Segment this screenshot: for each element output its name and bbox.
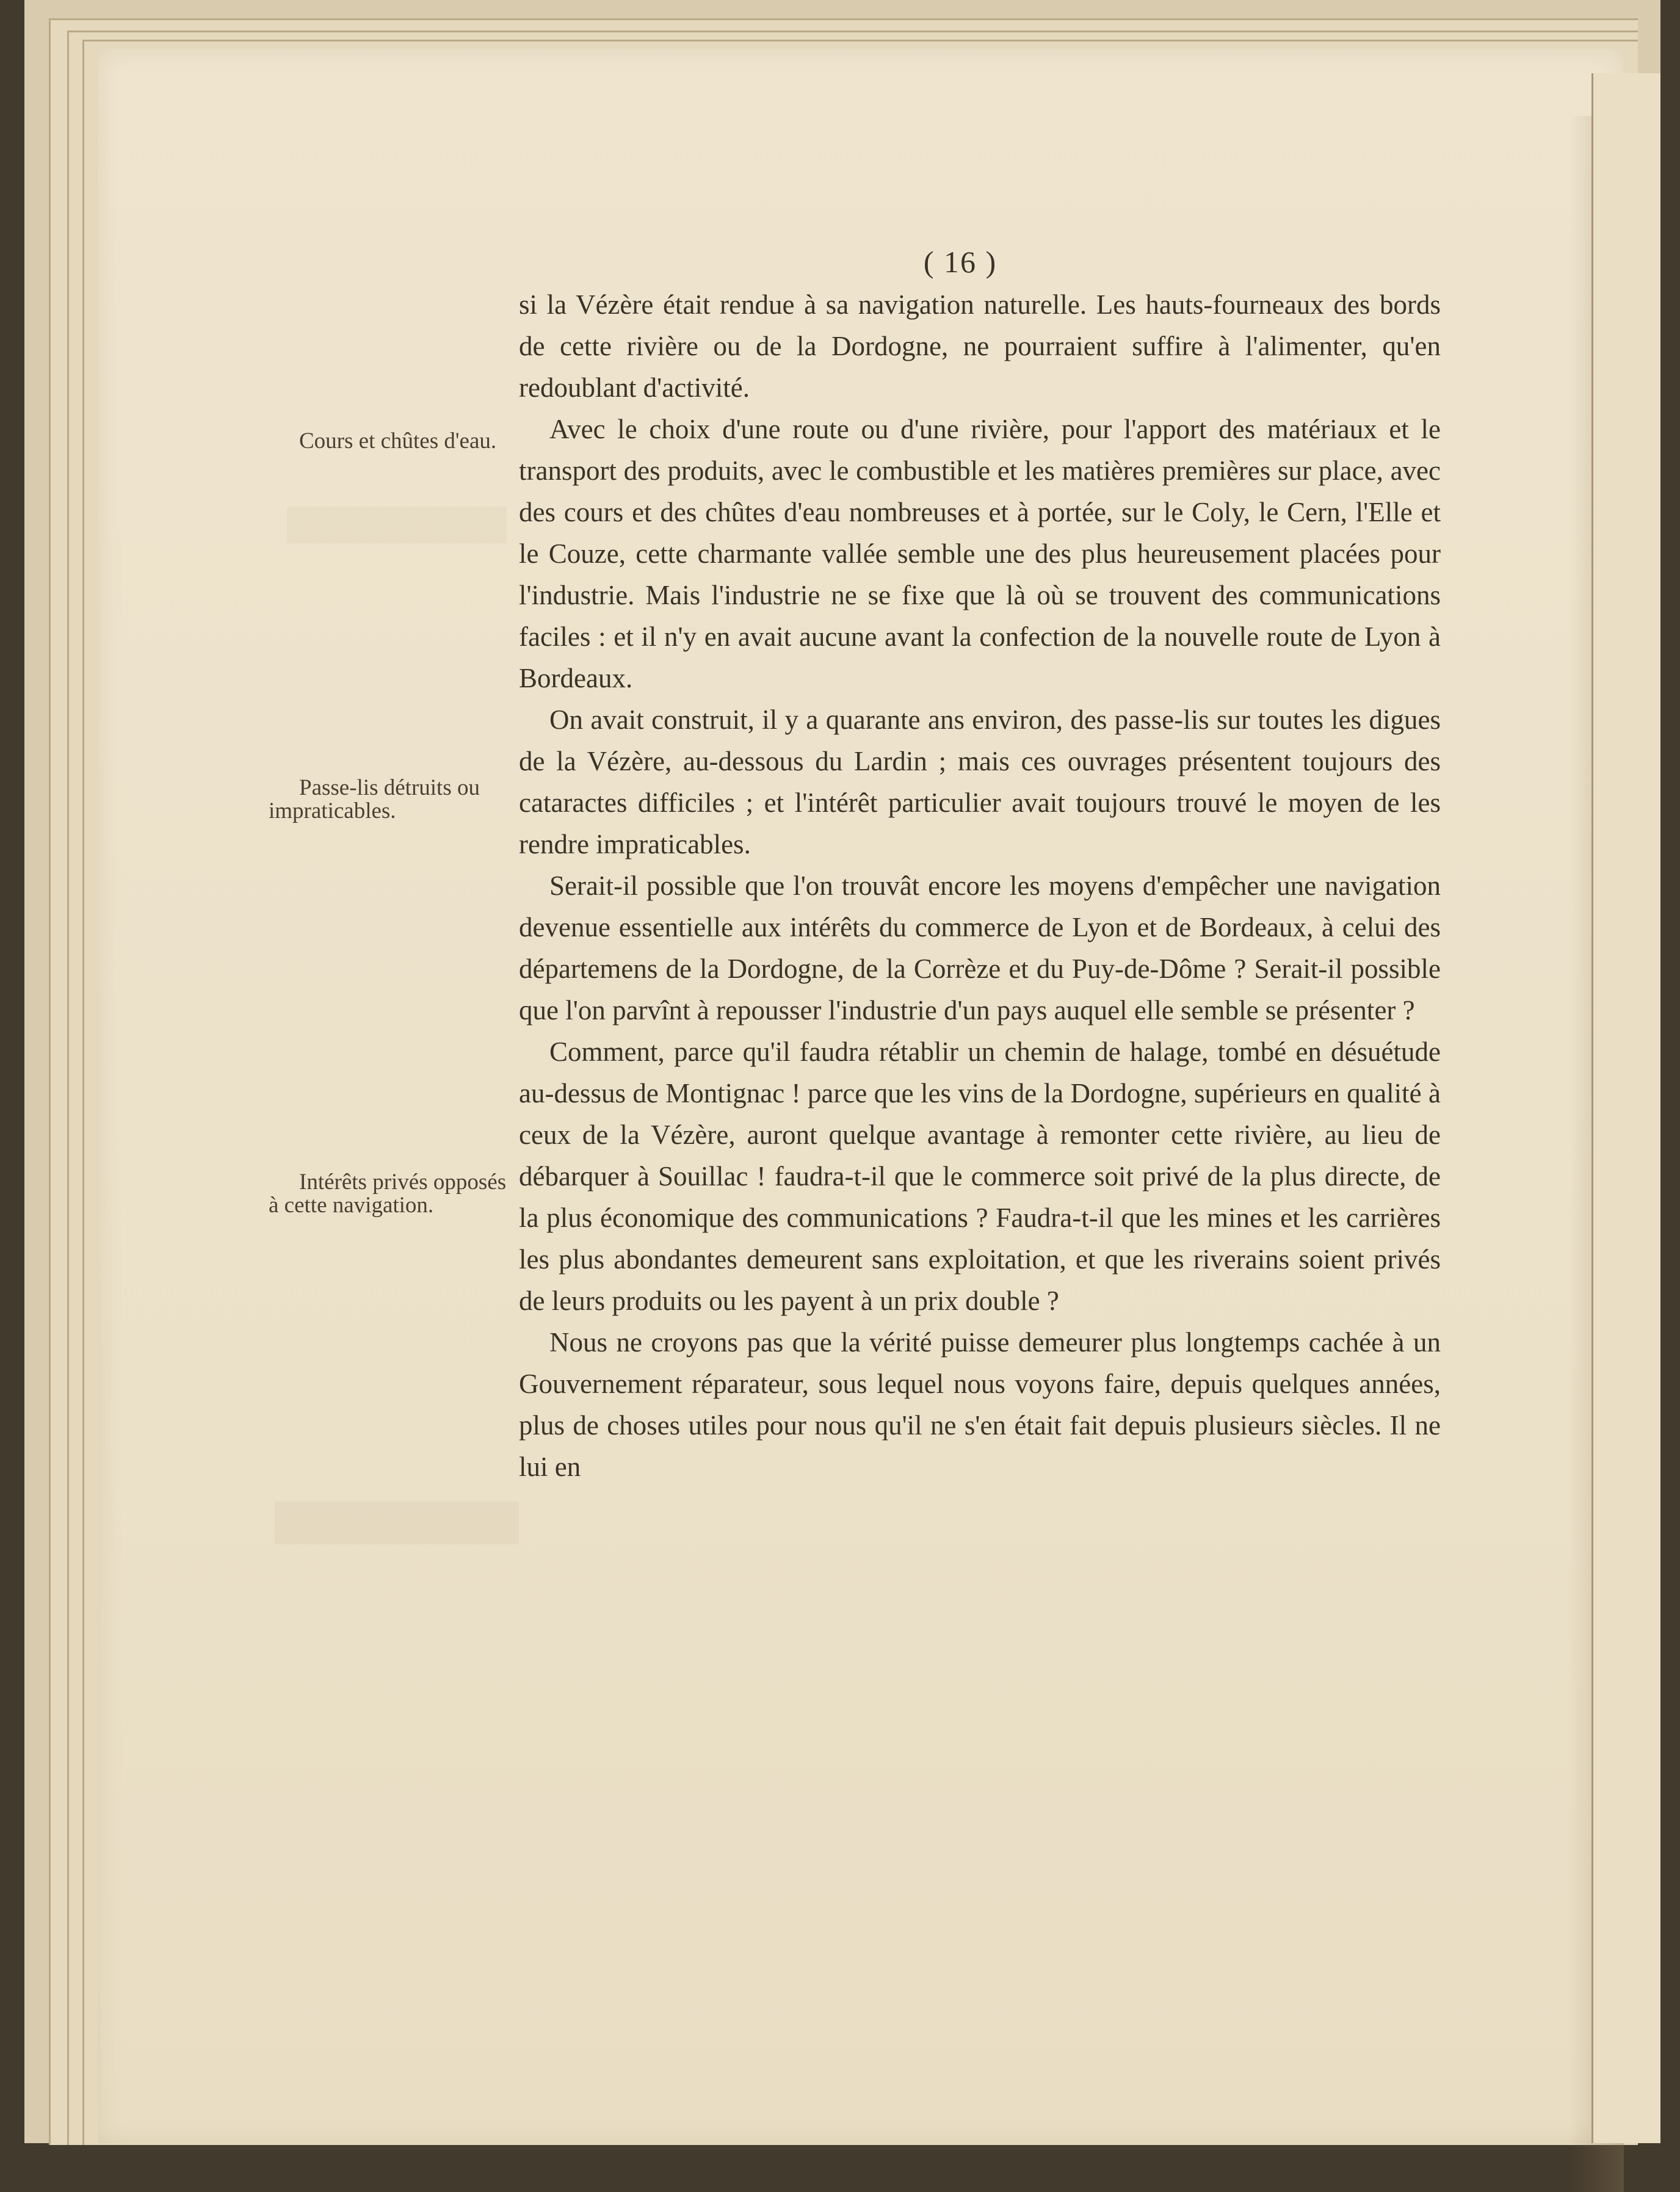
side-note-cours-et-chutes (269, 430, 507, 453)
show-through-smudge (275, 1502, 519, 1544)
paragraph: Avec le choix d'une route ou d'une rivière, pour l'apport des matériaux et le transport des produits, avec le combustible et les matières premières sur place, avec des cours et des chûtes d'eau nombreuses et à portée, sur le Coly, le Cern, l'Elle et le Couze, cette charmante vallée semble une des plus heureusement placées pour l'industrie. Mais l'industrie ne se fixe que là où se trouvent des communications faciles : et il n'y en avait aucune avant la confection de la nouvelle route de Lyon à Bordeaux. (519, 414, 1441, 693)
paragraph: Comment, parce qu'il faudra rétablir un chemin de halage, tombé en désuétude au-dessus de Montignac ! parce que les vins de la Dordogne, supérieurs en qualité à ceux de la Vézère, auront quelque avantage à remonter cette rivière, au lieu de débarquer à Souillac ! faudra-t-il que le commerce soit privé de la plus directe, de la plus économique des communications ? Faudra-t-il que les mines et les carrières les plus abondantes demeurent sans exploitation, et que les riverains soient privés de leurs produits ou les payent à un prix double ? (519, 1036, 1441, 1316)
side-note-text: Passe-lis détruits ou impraticables. (269, 775, 480, 823)
side-note-text: Intérêts privés opposés à cette navigation. (269, 1170, 507, 1218)
paragraph: Serait-il possible que l'on trouvât encore les moyens d'empêcher une navigation devenue essentielle aux intérêts du commerce de Lyon et de Bordeaux, à celui des départemens de la Dordogne, de la Corrèze et du Puy-de-Dôme ? Serait-il possible que l'on parvînt à repousser l'industrie d'un pays auquel elle semble se présenter ? (519, 870, 1441, 1025)
facing-page-edge (1591, 73, 1660, 2143)
side-note-passe-lis (269, 776, 507, 823)
side-note-interets-prives (269, 1171, 507, 1217)
paragraph: si la Vézère était rendue à sa navigation naturelle. Les hauts-fourneaux des bords de cette rivière ou de la Dordogne, ne pourraient suffire à l'alimenter, qu'en redoublant d'activité. (519, 289, 1441, 403)
paragraph: Nous ne croyons pas que la vérité puisse demeurer plus longtemps cachée à un Gouvernement réparateur, sous lequel nous voyons faire, depuis quelques années, plus de choses utiles pour nous qu'il ne s'en était fait depuis plusieurs siècles. Il ne lui en (519, 1327, 1441, 1482)
body-text (519, 284, 1441, 1488)
side-note-text: Cours et chûtes d'eau. (299, 429, 497, 454)
page-number: ( 16 ) (923, 245, 998, 279)
show-through-smudge (287, 507, 507, 543)
paragraph: On avait construit, il y a quarante ans environ, des passe-lis sur toutes les digues de la Vézère, au-dessous du Lardin ; mais ces ouvrages présentent toujours des cataractes difficiles ; et l'intérêt particulier avait toujours trouvé le moyen de les rendre impraticables. (519, 704, 1441, 859)
